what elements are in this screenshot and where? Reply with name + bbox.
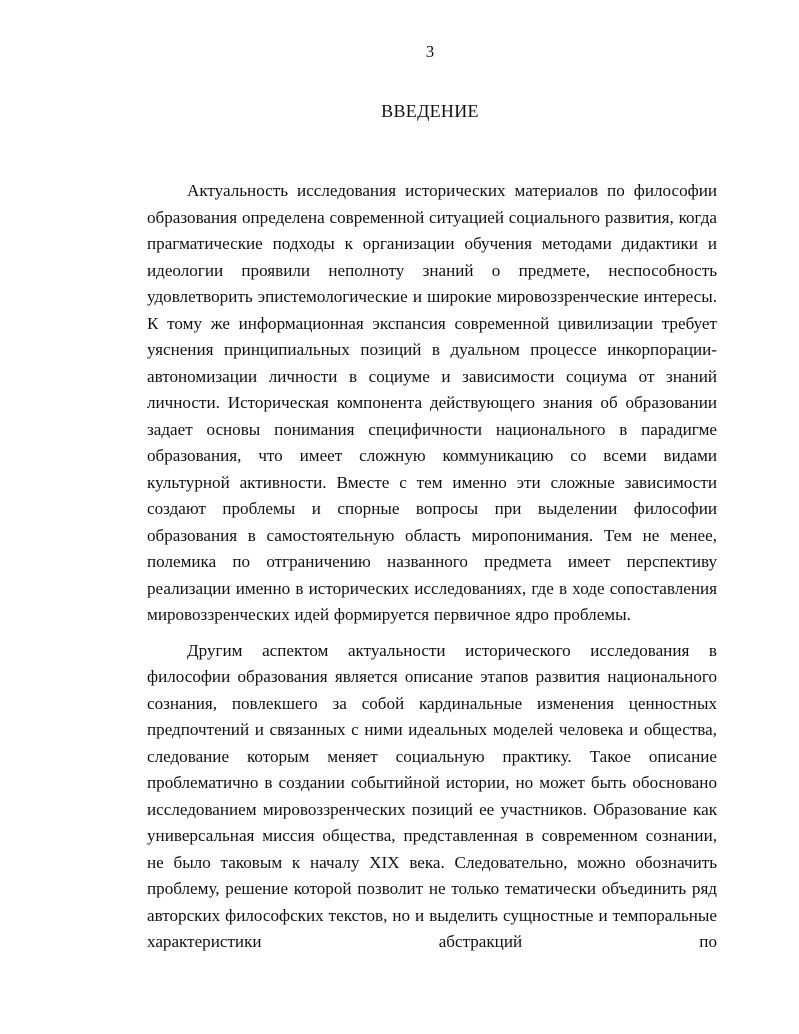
- paragraph-1: Актуальность исследования исторических материалов по философии образования определена современной ситуацией социального развития, когда прагматические подходы к организации обучения методами дидактики и идеологии проявили неполноту знаний о предмете, неспособность удовлетворить эпистемологические и широкие мировоззренческие интересы. К тому же информационная экспансия современной цивилизации требует уяснения принципиальных позиций в дуальном процессе инкорпорации-автономизации личности в социуме и зависимости социума от знаний личности. Историческая компонента действующего знания об образовании задает основы понимания специфичности национального в парадигме образования, что имеет сложную коммуникацию со всеми видами культурной активности. Вместе с тем именно эти сложные зависимости создают проблемы и спорные вопросы при выделении философии образования в самостоятельную область миропонимания. Тем не менее, полемика по отграничению названного предмета имеет перспективу реализации именно в исторических исследованиях, где в ходе сопоставления мировоззренческих идей формируется первичное ядро проблемы.: [147, 181, 717, 624]
- body-text: [147, 178, 717, 956]
- page-number: 3: [425, 42, 435, 61]
- paragraph-2: Другим аспектом актуальности исторического исследования в философии образования является описание этапов развития национального сознания, повлекшего за собой кардинальные изменения ценностных предпочтений и связанных с ними идеальных моделей человека и общества, следование которым меняет социальную практику. Такое описание проблематично в создании событийной истории, но может быть обосновано исследованием мировоззренческих позиций ее участников. Образование как универсальная миссия общества, представленная в современном сознании, не было таковым к началу XIX века. Следовательно, можно обозначить проблему, решение которой позволит не только тематически объединить ряд авторских философских текстов, но и выделить сущностные и темпоральные характеристики абстракций по: [147, 640, 717, 951]
- section-title: ВВЕДЕНИЕ: [381, 101, 479, 121]
